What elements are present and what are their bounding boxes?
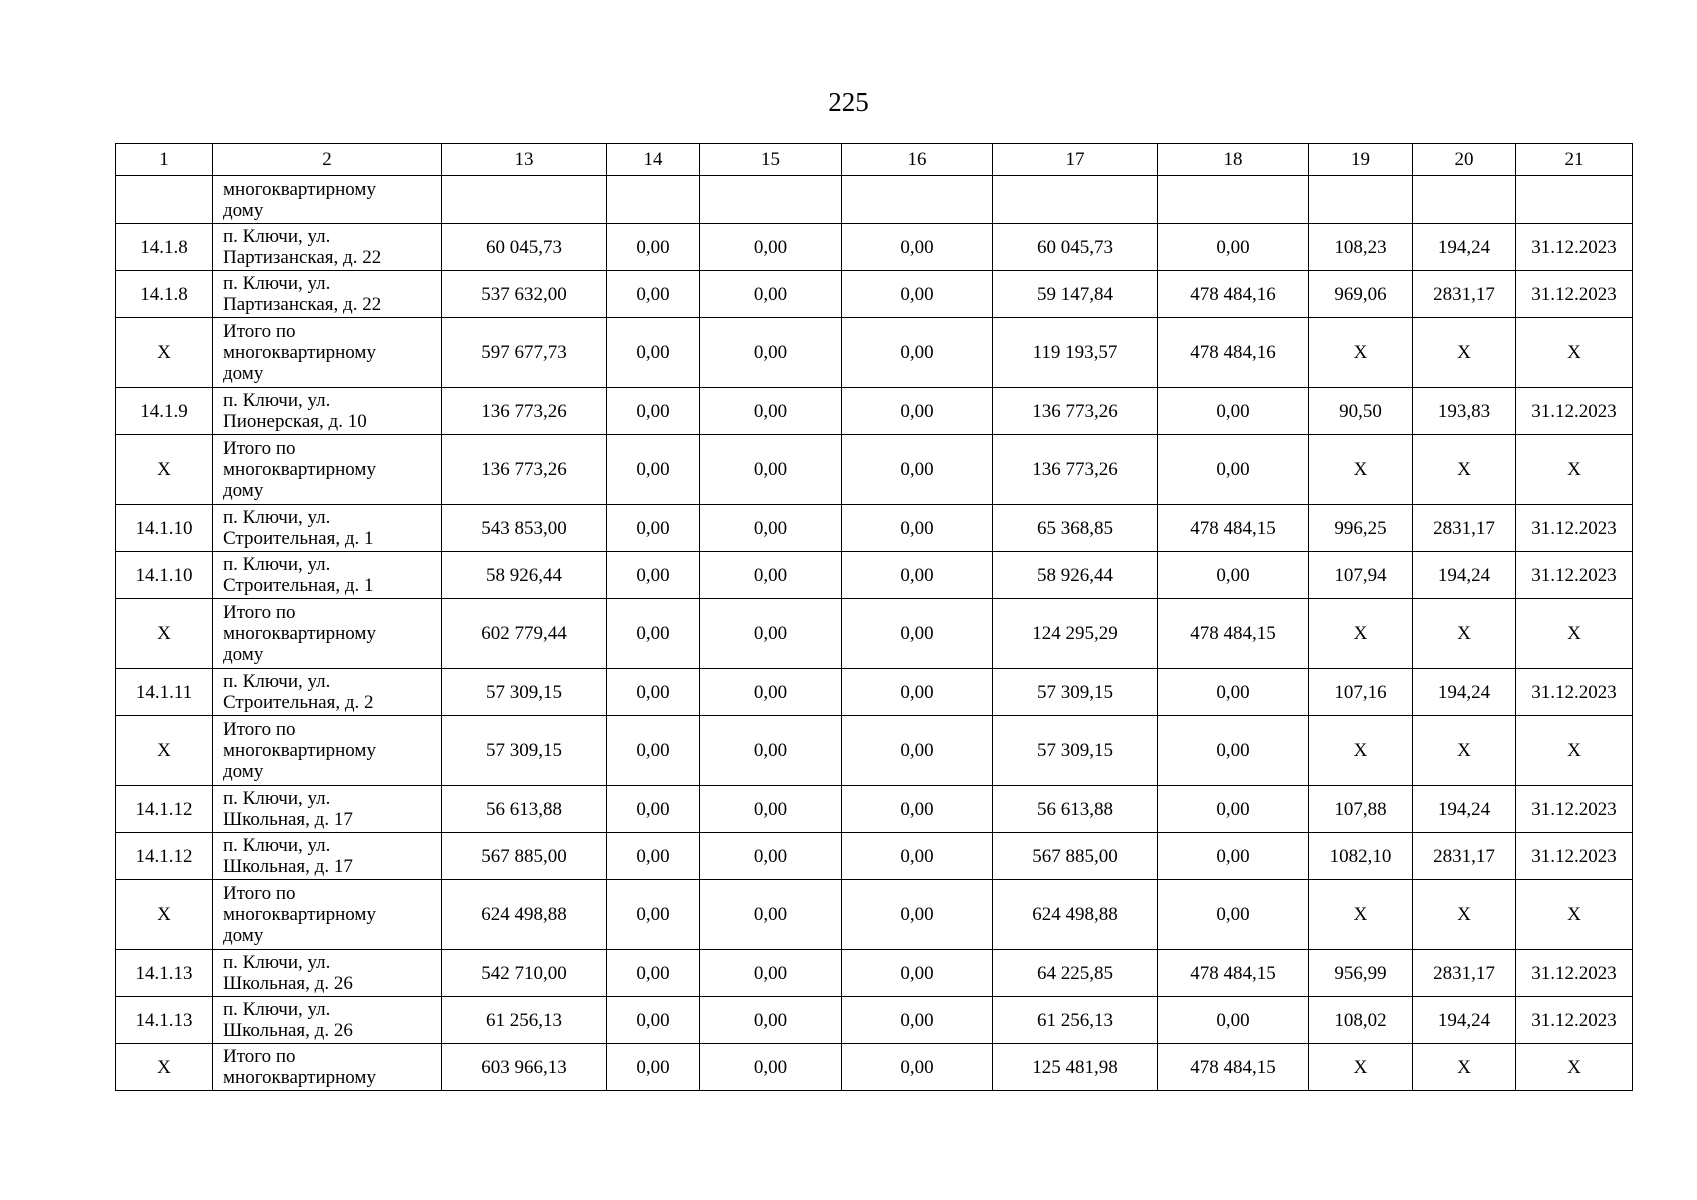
table-cell: 478 484,16 <box>1158 271 1309 318</box>
table-cell: 0,00 <box>607 1044 700 1091</box>
table-cell: 0,00 <box>700 833 842 880</box>
table-cell: 0,00 <box>700 505 842 552</box>
table-cell: 0,00 <box>607 997 700 1044</box>
table-row <box>116 224 1633 271</box>
table-cell: 0,00 <box>700 271 842 318</box>
column-number-header-row <box>116 144 1633 176</box>
table-cell: 0,00 <box>1158 552 1309 599</box>
address-cell: Итого по многоквартирному <box>213 1044 442 1091</box>
address-cell: п. Ключи, ул. Школьная, д. 17 <box>213 833 442 880</box>
table-cell: 0,00 <box>1158 786 1309 833</box>
table-row <box>116 669 1633 716</box>
table-cell: 0,00 <box>607 599 700 669</box>
table-cell: 14.1.8 <box>116 271 213 318</box>
table-cell: 537 632,00 <box>442 271 607 318</box>
table-row <box>116 599 1633 669</box>
table-cell: 0,00 <box>842 669 993 716</box>
table-cell: 58 926,44 <box>993 552 1158 599</box>
table-cell: 0,00 <box>607 669 700 716</box>
table-cell: 14.1.12 <box>116 786 213 833</box>
table-cell: 0,00 <box>607 435 700 505</box>
table-cell: 0,00 <box>700 435 842 505</box>
address-cell: Итого по многоквартирному дому <box>213 880 442 950</box>
table-cell: 136 773,26 <box>442 388 607 435</box>
table-cell: 58 926,44 <box>442 552 607 599</box>
table-cell: 107,88 <box>1309 786 1413 833</box>
table-cell: 996,25 <box>1309 505 1413 552</box>
table-cell: 2831,17 <box>1413 271 1516 318</box>
table-cell <box>116 176 213 224</box>
table-cell <box>1158 176 1309 224</box>
table-cell: 624 498,88 <box>993 880 1158 950</box>
table-cell: 0,00 <box>842 716 993 786</box>
table-cell: 59 147,84 <box>993 271 1158 318</box>
table-cell <box>1516 176 1633 224</box>
table-cell: 31.12.2023 <box>1516 388 1633 435</box>
page-number: 225 <box>828 87 869 117</box>
table-cell: 60 045,73 <box>442 224 607 271</box>
table-cell: 0,00 <box>1158 716 1309 786</box>
table-cell: 1082,10 <box>1309 833 1413 880</box>
table-cell: 0,00 <box>607 388 700 435</box>
table-cell: 57 309,15 <box>442 716 607 786</box>
table-cell: 14.1.13 <box>116 997 213 1044</box>
table-cell: 0,00 <box>607 224 700 271</box>
column-header: 21 <box>1516 144 1633 176</box>
table-cell: Х <box>1413 599 1516 669</box>
table-cell: 31.12.2023 <box>1516 224 1633 271</box>
table-cell: 0,00 <box>700 669 842 716</box>
table-cell: 0,00 <box>700 552 842 599</box>
table-row <box>116 1044 1633 1091</box>
table-cell: 0,00 <box>700 224 842 271</box>
address-cell: многоквартирному дому <box>213 176 442 224</box>
table-cell: 0,00 <box>842 997 993 1044</box>
table-cell: 14.1.12 <box>116 833 213 880</box>
table-cell: 0,00 <box>842 318 993 388</box>
table-cell <box>700 176 842 224</box>
column-header: 13 <box>442 144 607 176</box>
table-cell: Х <box>1309 599 1413 669</box>
table-cell: 56 613,88 <box>442 786 607 833</box>
column-header: 2 <box>213 144 442 176</box>
data-table <box>115 143 1633 1091</box>
table-cell: 542 710,00 <box>442 950 607 997</box>
address-cell: Итого по многоквартирному дому <box>213 716 442 786</box>
table-cell: 0,00 <box>700 950 842 997</box>
table-row <box>116 271 1633 318</box>
table-cell: 567 885,00 <box>993 833 1158 880</box>
table-cell: 194,24 <box>1413 786 1516 833</box>
table-cell: 969,06 <box>1309 271 1413 318</box>
table-cell: 478 484,15 <box>1158 599 1309 669</box>
table-cell: 61 256,13 <box>993 997 1158 1044</box>
table-cell: 194,24 <box>1413 669 1516 716</box>
table-cell: 31.12.2023 <box>1516 997 1633 1044</box>
table-cell: 0,00 <box>842 435 993 505</box>
table-cell: 0,00 <box>1158 435 1309 505</box>
table-cell: Х <box>1413 318 1516 388</box>
table-cell: 0,00 <box>607 318 700 388</box>
table-row <box>116 552 1633 599</box>
table-cell: 0,00 <box>607 271 700 318</box>
table-cell: Х <box>116 435 213 505</box>
table-cell: 0,00 <box>700 1044 842 1091</box>
table-cell: Х <box>1516 716 1633 786</box>
table-cell: 0,00 <box>607 505 700 552</box>
table-cell: 0,00 <box>842 224 993 271</box>
table-cell: Х <box>116 1044 213 1091</box>
table-cell <box>842 176 993 224</box>
table-cell: 119 193,57 <box>993 318 1158 388</box>
table-cell: 0,00 <box>1158 880 1309 950</box>
table-row <box>116 388 1633 435</box>
address-cell: п. Ключи, ул. Школьная, д. 26 <box>213 997 442 1044</box>
column-header: 18 <box>1158 144 1309 176</box>
address-cell: п. Ключи, ул. Строительная, д. 1 <box>213 505 442 552</box>
table-cell: 2831,17 <box>1413 833 1516 880</box>
table-cell: 57 309,15 <box>993 716 1158 786</box>
table-cell: 0,00 <box>842 880 993 950</box>
table-cell: 0,00 <box>842 950 993 997</box>
table-cell: Х <box>116 716 213 786</box>
table-cell: 478 484,15 <box>1158 505 1309 552</box>
table-cell: 14.1.8 <box>116 224 213 271</box>
table-cell: 136 773,26 <box>993 388 1158 435</box>
table-cell: 107,94 <box>1309 552 1413 599</box>
table-cell: Х <box>1516 599 1633 669</box>
table-row <box>116 716 1633 786</box>
table-cell: 603 966,13 <box>442 1044 607 1091</box>
address-cell: п. Ключи, ул. Строительная, д. 1 <box>213 552 442 599</box>
table-cell <box>1309 176 1413 224</box>
table-cell: 14.1.13 <box>116 950 213 997</box>
address-cell: Итого по многоквартирному дому <box>213 318 442 388</box>
address-cell: Итого по многоквартирному дому <box>213 435 442 505</box>
table-cell: 14.1.10 <box>116 552 213 599</box>
table-cell: 31.12.2023 <box>1516 271 1633 318</box>
table-cell: 90,50 <box>1309 388 1413 435</box>
column-header: 19 <box>1309 144 1413 176</box>
table-cell: 597 677,73 <box>442 318 607 388</box>
table-row <box>116 997 1633 1044</box>
table-cell: 0,00 <box>607 552 700 599</box>
address-cell: п. Ключи, ул. Школьная, д. 26 <box>213 950 442 997</box>
address-cell: п. Ключи, ул. Школьная, д. 17 <box>213 786 442 833</box>
table-cell: 0,00 <box>607 833 700 880</box>
table-cell: 61 256,13 <box>442 997 607 1044</box>
table-cell: 31.12.2023 <box>1516 833 1633 880</box>
table-cell: 64 225,85 <box>993 950 1158 997</box>
table-cell: 31.12.2023 <box>1516 669 1633 716</box>
table-row <box>116 833 1633 880</box>
table-cell: 31.12.2023 <box>1516 552 1633 599</box>
table-cell: Х <box>1309 1044 1413 1091</box>
table-cell: 0,00 <box>700 599 842 669</box>
table-cell: 0,00 <box>842 271 993 318</box>
table-cell: 0,00 <box>1158 388 1309 435</box>
table-cell: 0,00 <box>700 716 842 786</box>
table-row <box>116 786 1633 833</box>
table-cell: 0,00 <box>842 552 993 599</box>
table-cell: 14.1.9 <box>116 388 213 435</box>
table-cell: 193,83 <box>1413 388 1516 435</box>
table-cell: 0,00 <box>1158 224 1309 271</box>
table-cell: 0,00 <box>1158 833 1309 880</box>
table-cell: 31.12.2023 <box>1516 505 1633 552</box>
table-cell: 0,00 <box>700 997 842 1044</box>
table-cell: 194,24 <box>1413 552 1516 599</box>
table-cell: Х <box>1516 435 1633 505</box>
table-cell: 31.12.2023 <box>1516 786 1633 833</box>
table-cell: 14.1.11 <box>116 669 213 716</box>
address-cell: Итого по многоквартирному дому <box>213 599 442 669</box>
table-cell: 125 481,98 <box>993 1044 1158 1091</box>
table-cell: 0,00 <box>842 388 993 435</box>
table-cell: 478 484,15 <box>1158 1044 1309 1091</box>
column-header: 17 <box>993 144 1158 176</box>
table-cell: Х <box>1309 318 1413 388</box>
table-cell <box>1413 176 1516 224</box>
column-header: 14 <box>607 144 700 176</box>
column-header: 20 <box>1413 144 1516 176</box>
table-cell: 14.1.10 <box>116 505 213 552</box>
table-cell: 0,00 <box>700 388 842 435</box>
table-cell: 194,24 <box>1413 224 1516 271</box>
column-header: 1 <box>116 144 213 176</box>
table-cell: Х <box>1413 1044 1516 1091</box>
table-cell: Х <box>1413 435 1516 505</box>
table-cell <box>607 176 700 224</box>
table-cell: Х <box>116 318 213 388</box>
table-cell: 0,00 <box>842 599 993 669</box>
table-cell: Х <box>1516 1044 1633 1091</box>
address-cell: п. Ключи, ул. Строительная, д. 2 <box>213 669 442 716</box>
table-cell: 57 309,15 <box>442 669 607 716</box>
table-cell: Х <box>116 880 213 950</box>
table-cell: 136 773,26 <box>442 435 607 505</box>
table-cell: 56 613,88 <box>993 786 1158 833</box>
table-cell: 2831,17 <box>1413 950 1516 997</box>
table-cell: 0,00 <box>842 786 993 833</box>
table-cell: 0,00 <box>607 950 700 997</box>
table-cell: Х <box>1309 435 1413 505</box>
table-row <box>116 950 1633 997</box>
table-cell <box>442 176 607 224</box>
table-cell: 0,00 <box>1158 997 1309 1044</box>
address-cell: п. Ключи, ул. Пионерская, д. 10 <box>213 388 442 435</box>
table-cell: 65 368,85 <box>993 505 1158 552</box>
table-cell: 478 484,16 <box>1158 318 1309 388</box>
table-cell: Х <box>116 599 213 669</box>
table-cell <box>993 176 1158 224</box>
table-cell: 624 498,88 <box>442 880 607 950</box>
table-cell: 956,99 <box>1309 950 1413 997</box>
table-row <box>116 505 1633 552</box>
table-row <box>116 435 1633 505</box>
table-cell: Х <box>1309 880 1413 950</box>
column-header: 15 <box>700 144 842 176</box>
table-cell: 108,23 <box>1309 224 1413 271</box>
table-cell: 2831,17 <box>1413 505 1516 552</box>
table-cell: Х <box>1516 880 1633 950</box>
table-row <box>116 318 1633 388</box>
table-row <box>116 176 1633 224</box>
table-cell: 107,16 <box>1309 669 1413 716</box>
table-cell: Х <box>1309 716 1413 786</box>
table-cell: 0,00 <box>842 505 993 552</box>
table-cell: 0,00 <box>1158 669 1309 716</box>
address-cell: п. Ключи, ул. Партизанская, д. 22 <box>213 224 442 271</box>
table-cell: 567 885,00 <box>442 833 607 880</box>
table-cell: 543 853,00 <box>442 505 607 552</box>
table-cell: Х <box>1413 880 1516 950</box>
table-cell: 0,00 <box>700 786 842 833</box>
table-cell: 0,00 <box>700 318 842 388</box>
table-cell: 60 045,73 <box>993 224 1158 271</box>
table-cell: 57 309,15 <box>993 669 1158 716</box>
table-cell: 0,00 <box>607 716 700 786</box>
table-cell: 0,00 <box>700 880 842 950</box>
table-cell: 0,00 <box>607 880 700 950</box>
table-cell: 136 773,26 <box>993 435 1158 505</box>
table-cell: 0,00 <box>607 786 700 833</box>
table-cell: 124 295,29 <box>993 599 1158 669</box>
table-cell: 31.12.2023 <box>1516 950 1633 997</box>
column-header: 16 <box>842 144 993 176</box>
table-cell: 194,24 <box>1413 997 1516 1044</box>
table-cell: Х <box>1413 716 1516 786</box>
table-cell: 478 484,15 <box>1158 950 1309 997</box>
table-cell: 108,02 <box>1309 997 1413 1044</box>
address-cell: п. Ключи, ул. Партизанская, д. 22 <box>213 271 442 318</box>
table-body <box>116 176 1633 1091</box>
table-row <box>116 880 1633 950</box>
table-cell: 602 779,44 <box>442 599 607 669</box>
table-cell: 0,00 <box>842 1044 993 1091</box>
table-cell: Х <box>1516 318 1633 388</box>
table-cell: 0,00 <box>842 833 993 880</box>
